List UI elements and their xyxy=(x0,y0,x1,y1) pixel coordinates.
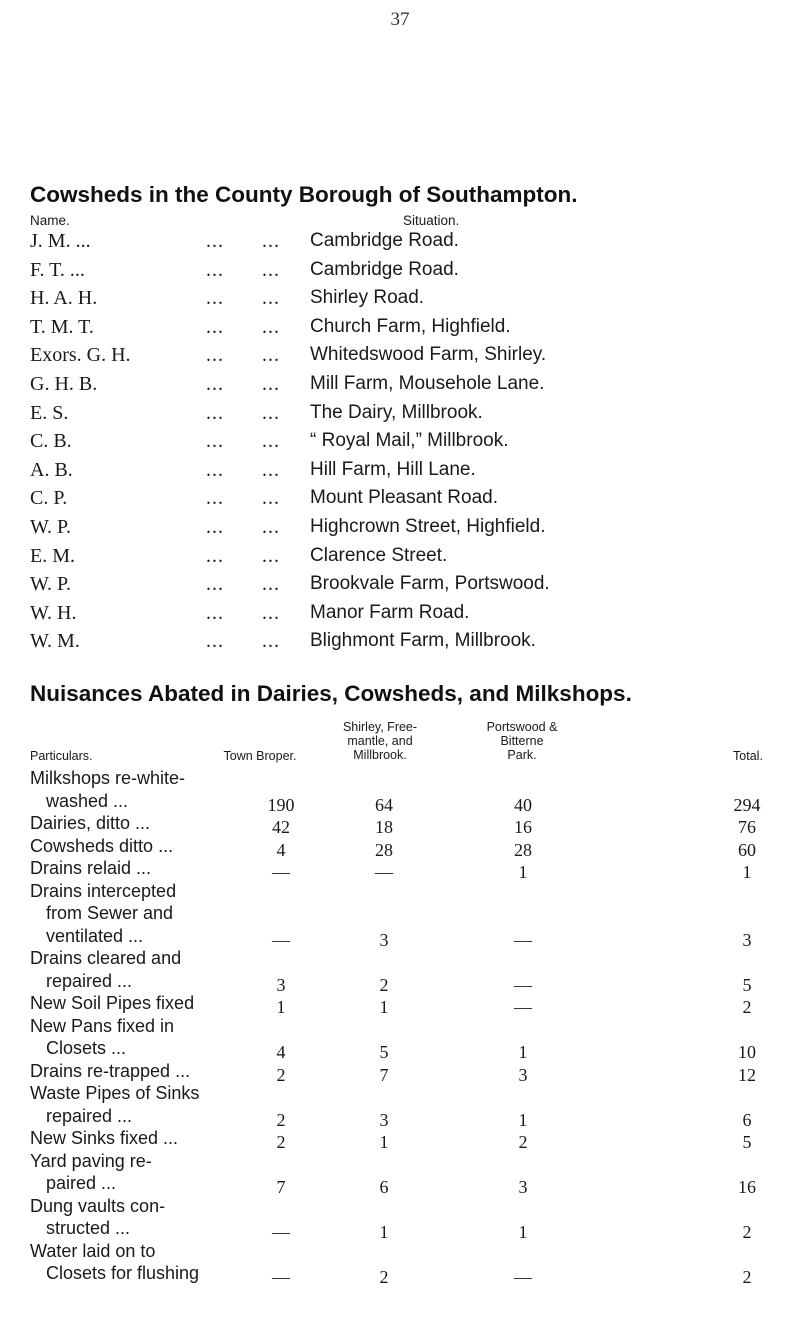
value-total: 5 xyxy=(742,1132,752,1152)
value-shirley: 1 xyxy=(379,1222,389,1242)
cowshed-row xyxy=(0,287,800,316)
cowshed-name: W. H. xyxy=(30,601,77,624)
leader-dots: ... xyxy=(262,573,280,596)
cowshed-name: H. A. H. xyxy=(30,287,98,310)
value-portswood: 16 xyxy=(514,817,532,837)
value-total: 2 xyxy=(742,997,752,1017)
nuisance-particular: New Sinks fixed ... xyxy=(30,1128,179,1148)
value-town: 4 xyxy=(276,1042,286,1062)
value-total: 2 xyxy=(742,1222,752,1242)
leader-dots: ... xyxy=(262,373,280,395)
page-number: 37 xyxy=(390,9,410,30)
value-total: 2 xyxy=(742,1267,752,1287)
header-shirley-line3: Millbrook. xyxy=(353,748,407,762)
cowshed-situation: Church Farm, Highfield. xyxy=(310,315,511,337)
nuisance-row xyxy=(0,948,800,993)
value-shirley: 3 xyxy=(379,929,389,950)
value-total: 6 xyxy=(742,1109,752,1130)
col-name-header: Name. xyxy=(30,213,70,228)
cowshed-name: W. P. xyxy=(30,573,71,596)
cowshed-row xyxy=(0,459,800,488)
value-shirley: 18 xyxy=(375,817,393,837)
cowshed-situation: Blighmont Farm, Millbrook. xyxy=(310,630,536,652)
leader-dots: ... xyxy=(262,344,280,367)
cowshed-situation: Hill Farm, Hill Lane. xyxy=(310,458,476,480)
cowshed-situation: Highcrown Street, Highfield. xyxy=(310,516,546,537)
value-total: 294 xyxy=(733,794,761,815)
nuisance-row xyxy=(0,1128,800,1151)
value-town: — xyxy=(272,1222,290,1242)
cowshed-row xyxy=(0,487,800,516)
cowshed-row xyxy=(0,344,800,373)
cowshed-row xyxy=(0,259,800,288)
leader-dots: ... xyxy=(206,258,224,281)
leader-dots: ... xyxy=(206,573,224,596)
value-town: 4 xyxy=(276,839,286,860)
header-portswood-line2: Bitterne xyxy=(500,734,544,748)
header-shirley-line1: Shirley, Free- xyxy=(342,720,418,734)
leader-dots: ... xyxy=(206,430,224,453)
leader-dots: ... xyxy=(206,458,224,481)
leader-dots: ... xyxy=(206,516,224,538)
value-town: 7 xyxy=(276,1177,286,1197)
value-shirley: 5 xyxy=(379,1042,389,1062)
leader-dots: ... xyxy=(206,315,224,338)
value-shirley: — xyxy=(375,862,393,882)
cowshed-name: J. M. ... xyxy=(30,230,91,252)
cowshed-row xyxy=(0,402,800,431)
value-total: 12 xyxy=(738,1064,756,1085)
cowshed-name: G. H. B. xyxy=(30,373,98,395)
value-town: 2 xyxy=(276,1132,286,1152)
nuisance-row xyxy=(0,1241,800,1286)
cowshed-situation: Shirley Road. xyxy=(310,287,425,309)
nuisance-particular: ventilated ... xyxy=(46,925,144,946)
value-portswood: 1 xyxy=(518,1222,528,1242)
cowshed-situation: Cambridge Road. xyxy=(310,258,459,280)
cowshed-name: A. B. xyxy=(30,458,73,481)
leader-dots: ... xyxy=(206,401,224,424)
value-portswood: 2 xyxy=(518,1132,528,1152)
nuisance-particular: Drains re-trapped ... xyxy=(30,1060,191,1081)
nuisance-row xyxy=(0,858,800,881)
leader-dots: ... xyxy=(206,373,224,395)
nuisance-particular: Yard paving re- xyxy=(30,1150,152,1171)
header-particulars: Particulars. xyxy=(30,749,93,763)
value-town: 1 xyxy=(276,997,286,1017)
cowshed-row xyxy=(0,230,800,259)
nuisance-particular: repaired ... xyxy=(46,1105,133,1126)
leader-dots: ... xyxy=(206,287,224,310)
leader-dots: ... xyxy=(206,230,224,252)
leader-dots: ... xyxy=(262,430,280,453)
value-shirley: 1 xyxy=(379,997,389,1017)
cowshed-name: E. S. xyxy=(30,401,69,424)
value-shirley: 64 xyxy=(375,794,393,815)
cowshed-situation: Whitedswood Farm, Shirley. xyxy=(310,344,547,366)
nuisance-particular: Drains cleared and xyxy=(30,948,182,968)
value-town: 190 xyxy=(267,794,295,815)
nuisance-particular: structed ... xyxy=(46,1218,131,1238)
value-portswood: — xyxy=(514,1267,532,1287)
value-total: 76 xyxy=(738,817,756,837)
value-total: 1 xyxy=(742,862,752,882)
value-shirley: 1 xyxy=(379,1132,389,1152)
nuisance-particular: Waste Pipes of Sinks xyxy=(30,1083,200,1103)
nuisance-particular: Milkshops re-white- xyxy=(30,768,186,788)
nuisance-particular: Dairies, ditto ... xyxy=(30,813,151,833)
header-portswood-line3: Park. xyxy=(507,748,537,762)
nuisance-particular: New Soil Pipes fixed xyxy=(30,993,195,1013)
value-town: 42 xyxy=(272,817,290,837)
nuisance-row xyxy=(0,881,800,949)
value-portswood: 1 xyxy=(518,862,528,882)
value-total: 60 xyxy=(738,839,756,860)
leader-dots: ... xyxy=(206,544,224,567)
value-shirley: 7 xyxy=(379,1064,389,1085)
cowshed-situation: Clarence Street. xyxy=(310,544,448,566)
value-portswood: 1 xyxy=(518,1109,528,1130)
cowshed-situation: Mill Farm, Mousehole Lane. xyxy=(310,373,545,394)
leader-dots: ... xyxy=(262,230,280,252)
leader-dots: ... xyxy=(206,630,224,653)
leader-dots: ... xyxy=(206,601,224,624)
value-total: 10 xyxy=(738,1042,756,1062)
value-town: — xyxy=(272,929,290,950)
cowshed-name: W. M. xyxy=(30,630,80,653)
value-portswood: 40 xyxy=(514,794,532,815)
cowshed-name: E. M. xyxy=(30,544,75,567)
value-total: 3 xyxy=(742,929,752,950)
value-total: 5 xyxy=(742,974,752,995)
value-portswood: 3 xyxy=(518,1177,528,1197)
cowshed-row xyxy=(0,573,800,602)
value-town: — xyxy=(272,862,290,882)
leader-dots: ... xyxy=(262,458,280,481)
cowshed-situation: The Dairy, Millbrook. xyxy=(310,401,483,423)
value-portswood: — xyxy=(514,974,532,995)
leader-dots: ... xyxy=(206,344,224,367)
nuisance-row xyxy=(0,1016,800,1061)
value-town: 2 xyxy=(276,1064,286,1085)
header-shirley-line2: mantle, and xyxy=(347,734,413,748)
nuisance-particular: Water laid on to xyxy=(30,1240,156,1261)
nuisance-row xyxy=(0,768,800,813)
nuisance-particular: Closets ... xyxy=(46,1038,127,1058)
cowshed-row xyxy=(0,602,800,631)
header-shirley xyxy=(310,720,450,762)
header-portswood xyxy=(452,720,592,762)
leader-dots: ... xyxy=(262,287,280,310)
nuisance-particular: paired ... xyxy=(46,1173,117,1193)
value-shirley: 6 xyxy=(379,1177,389,1197)
leader-dots: ... xyxy=(206,487,224,510)
cowshed-name: T. M. T. xyxy=(30,315,94,338)
value-shirley: 3 xyxy=(379,1109,389,1130)
leader-dots: ... xyxy=(262,544,280,567)
header-town: Town Broper. xyxy=(223,749,297,763)
nuisance-particular: from Sewer and xyxy=(46,903,174,923)
nuisance-particular: Drains relaid ... xyxy=(30,858,152,878)
col-situation-header: Situation. xyxy=(403,213,460,228)
value-town: 3 xyxy=(276,974,286,995)
value-shirley: 2 xyxy=(379,974,389,995)
nuisance-particular: New Pans fixed in xyxy=(30,1015,175,1036)
cowshed-row xyxy=(0,430,800,459)
nuisance-row xyxy=(0,813,800,836)
cowsheds-title: Cowsheds in the County Borough of Southampton. xyxy=(30,182,578,207)
leader-dots: ... xyxy=(262,487,280,510)
value-shirley: 2 xyxy=(379,1267,389,1287)
cowshed-row xyxy=(0,373,800,402)
value-shirley: 28 xyxy=(375,839,393,860)
nuisance-row xyxy=(0,1083,800,1128)
header-total: Total. xyxy=(733,749,763,763)
nuisance-particular: Cowsheds ditto ... xyxy=(30,835,174,856)
cowshed-situation: Manor Farm Road. xyxy=(310,601,470,623)
cowshed-situation: Cambridge Road. xyxy=(310,230,459,251)
cowshed-row xyxy=(0,516,800,545)
value-portswood: — xyxy=(514,929,532,950)
value-portswood: 1 xyxy=(518,1042,528,1062)
cowshed-situation: “ Royal Mail,” Millbrook. xyxy=(310,430,509,452)
nuisance-particular: repaired ... xyxy=(46,970,133,991)
nuisance-row xyxy=(0,1061,800,1084)
nuisance-particular: Closets for flushing xyxy=(46,1263,200,1283)
value-portswood: 28 xyxy=(514,839,532,860)
value-portswood: — xyxy=(514,997,532,1017)
nuisance-row xyxy=(0,1196,800,1241)
value-total: 16 xyxy=(738,1177,756,1197)
value-portswood: 3 xyxy=(518,1064,528,1085)
cowshed-row xyxy=(0,316,800,345)
header-portswood-line1: Portswood & xyxy=(486,720,558,734)
nuisance-row xyxy=(0,1151,800,1196)
value-town: — xyxy=(272,1267,290,1287)
cowshed-name: F. T. ... xyxy=(30,258,85,281)
cowshed-name: Exors. G. H. xyxy=(30,344,131,367)
value-town: 2 xyxy=(276,1109,286,1130)
cowshed-situation: Brookvale Farm, Portswood. xyxy=(310,573,550,595)
nuisance-row xyxy=(0,993,800,1016)
cowshed-name: C. B. xyxy=(30,430,72,453)
leader-dots: ... xyxy=(262,630,280,653)
leader-dots: ... xyxy=(262,315,280,338)
nuisances-title: Nuisances Abated in Dairies, Cowsheds, and Milkshops. xyxy=(30,681,632,706)
nuisance-particular: Drains intercepted xyxy=(30,880,177,901)
leader-dots: ... xyxy=(262,601,280,624)
cowshed-name: C. P. xyxy=(30,487,68,510)
cowshed-situation: Mount Pleasant Road. xyxy=(310,487,499,509)
nuisance-row xyxy=(0,836,800,859)
cowshed-row xyxy=(0,545,800,574)
cowshed-row xyxy=(0,630,800,659)
nuisance-particular: Dung vaults con- xyxy=(30,1195,166,1216)
nuisance-particular: washed ... xyxy=(46,790,129,811)
leader-dots: ... xyxy=(262,516,280,538)
leader-dots: ... xyxy=(262,401,280,424)
cowshed-name: W. P. xyxy=(30,516,71,538)
leader-dots: ... xyxy=(262,258,280,281)
